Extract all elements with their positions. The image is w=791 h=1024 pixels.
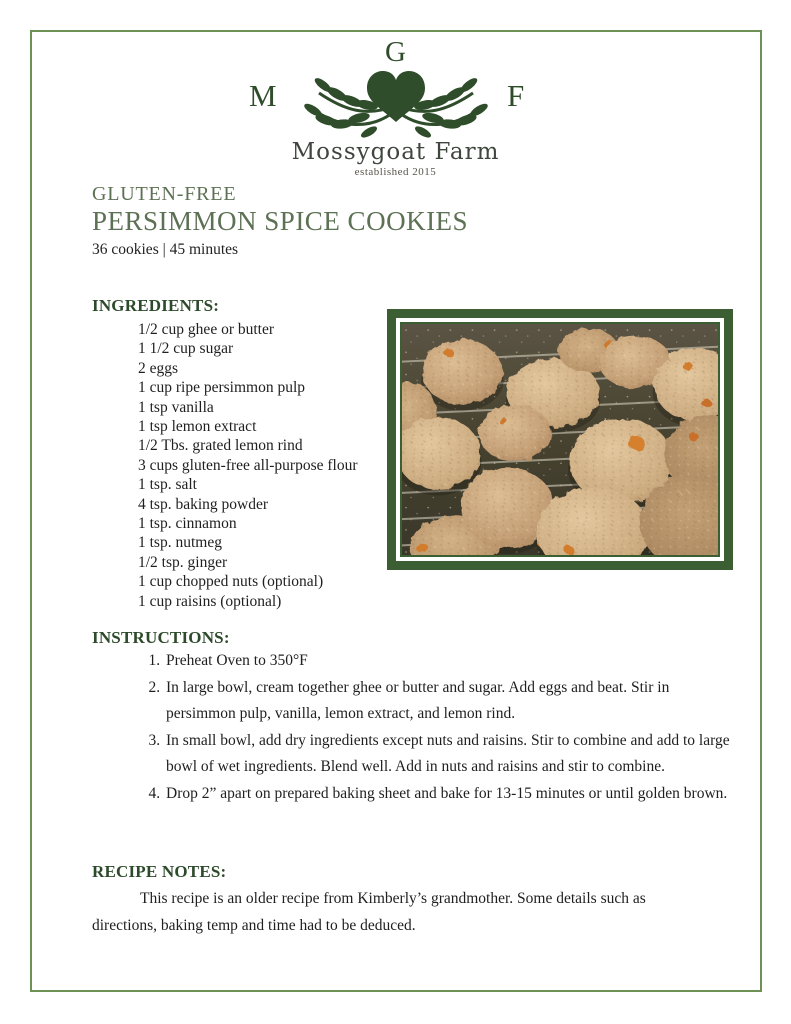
instruction-step: 2. In large bowl, cream together ghee or butter and sugar. Add eggs and beat. Stir in persimmon pulp, vanilla, lemon extract, and lemon rind.: [164, 675, 736, 728]
cookie-photo-illustration: [402, 324, 718, 555]
cookie-top-left: [422, 340, 503, 405]
logo-letter-m: M: [249, 78, 277, 113]
recipe-notes-text: This recipe is an older recipe from Kimberly’s grandmother. Some details such as directions, baking temp and time had to be deduced.: [92, 890, 646, 934]
laurel-heart-icon: [273, 58, 519, 144]
ingredient-item: 1/2 cup ghee or butter: [138, 321, 275, 338]
ingredient-item: 2 eggs: [138, 359, 179, 377]
recipe-notes-heading: RECIPE NOTES:: [92, 862, 227, 881]
ingredient-item: 1/2 tsp. ginger: [138, 553, 228, 571]
ingredient-item: 4 tsp. baking powder: [138, 495, 269, 513]
yield-and-time: 36 cookies | 45 minutes: [92, 241, 239, 258]
cookie-mid: [478, 405, 550, 461]
ingredient-item: 1 tsp lemon extract: [138, 418, 257, 436]
ingredient-item: 1/2 Tbs. grated lemon rind: [138, 437, 303, 455]
cookie-photo: [387, 309, 733, 570]
ingredient-item: 1 tsp vanilla: [138, 398, 214, 416]
logo-letter-g: G: [385, 36, 406, 68]
logo-letter-f: F: [507, 78, 525, 113]
ingredient-item: 1 tsp. salt: [138, 476, 197, 494]
ingredients-heading: INGREDIENTS:: [92, 296, 220, 315]
instruction-step: 4. Drop 2” apart on prepared baking sheet and bake for 13-15 minutes or until golden brown.: [164, 781, 736, 808]
ingredient-item: 1 1/2 cup sugar: [138, 340, 234, 358]
ingredients-list: [138, 320, 358, 611]
instruction-step: 3. In small bowl, add dry ingredients except nuts and raisins. Stir to combine and add to large bowl of wet ingredients. Blend well. Add in nuts and raisins and stir to combine.: [164, 728, 736, 781]
cookie-photo-inner-border: [400, 322, 720, 557]
established-date: established 2015: [354, 166, 437, 178]
instructions-heading: INSTRUCTIONS:: [92, 628, 230, 647]
farm-name: Mossygoat Farm: [291, 139, 500, 165]
instruction-step: 1. Preheat Oven to 350°F: [164, 648, 736, 675]
recipe-title: PERSIMMON SPICE COOKIES: [92, 206, 469, 236]
diet-label: GLUTEN-FREE: [92, 183, 237, 205]
ingredient-item: 1 tsp. cinnamon: [138, 515, 237, 533]
ingredient-item: 3 cups gluten-free all-purpose flour: [138, 456, 358, 474]
ingredient-item: 1 cup raisins (optional): [138, 592, 282, 610]
ingredient-item: 1 cup chopped nuts (optional): [138, 573, 324, 591]
instructions-list: [140, 648, 736, 807]
ingredient-item: 1 cup ripe persimmon pulp: [138, 379, 306, 397]
ingredient-item: 1 tsp. nutmeg: [138, 534, 222, 552]
